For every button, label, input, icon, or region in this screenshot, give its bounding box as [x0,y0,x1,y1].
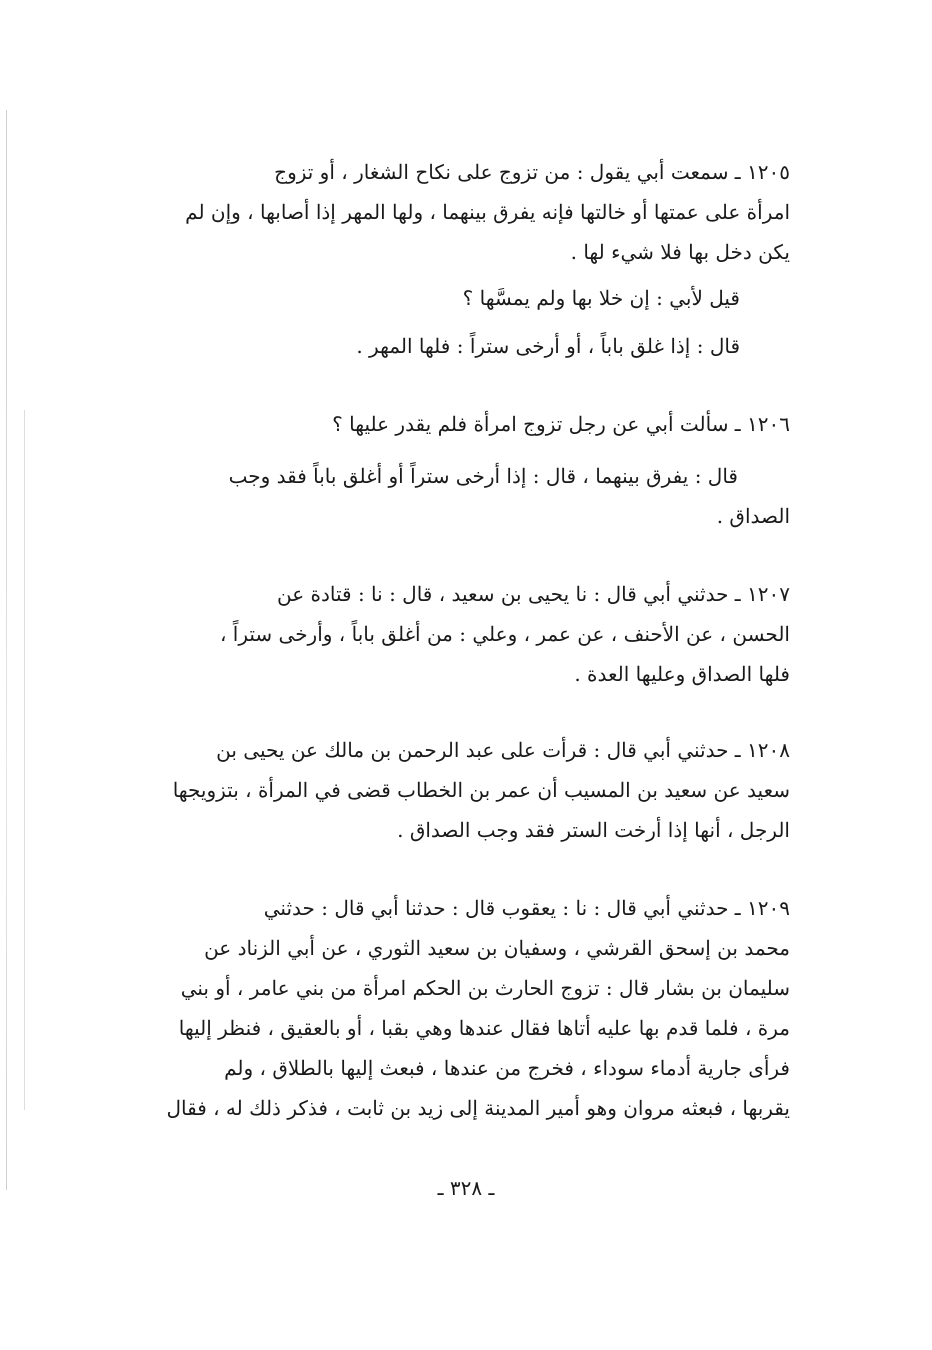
entry-1206-answer: قال : يفرق بينهما ، قال : إذا أرخى ستراً أو أغلق باباً فقد وجب الصداق . [228,464,790,528]
entry-1207-paragraph: ١٢٠٧ ـ حدثني أبي قال : نا يحيى بن سعيد ، قال : نا : قتادة عن الحسن ، عن الأحنف ، عن عمر ، وعلي : من أغلق باباً ، وأرخى ستراً ، فلها الصداق وعليها العدة . [219,582,790,686]
scan-edge-line [6,110,7,1190]
entry-1206-question: ١٢٠٦ ـ سألت أبي عن رجل تزوج امرأة فلم يقدر عليها ؟ [332,412,790,436]
entry-1205-answer: قال : إذا غلق باباً ، أو أرخى ستراً : فلها المهر . [356,334,740,358]
entry-1205-question: قيل لأبي : إن خلا بها ولم يمسَّها ؟ [462,286,740,310]
page-number: ـ ٣٢٨ ـ [437,1176,495,1200]
scan-edge-line [24,410,25,1110]
entry-1208-paragraph: ١٢٠٨ ـ حدثني أبي قال : قرأت على عبد الرحمن بن مالك عن يحيى بن سعيد عن سعيد بن المسيب أن عمر بن الخطاب قضى في المرأة ، بتزويجها الرجل ، أنها إذا أرخت الستر فقد وجب الصداق . [172,738,790,842]
entry-1205-paragraph: ١٢٠٥ ـ سمعت أبي يقول : من تزوج على نكاح الشغار ، أو تزوج امرأة على عمتها أو خالتها فإنه يفرق بينهما ، ولها المهر إذا أصابها ، وإن لم يكن دخل بها فلا شيء لها . [185,160,790,264]
entry-1209-paragraph: ١٢٠٩ ـ حدثني أبي قال : نا : يعقوب قال : حدثنا أبي قال : حدثني محمد بن إسحق القرشي ، وسفيان بن سعيد الثوري ، عن أبي الزناد عن سليمان بن بشار قال : تزوج الحارث بن الحكم امرأة من بني عامر ، أو بني مرة ، فلما قدم بها عليه أتاها فقال عندها وهي بقبا ، أو بالعقيق ، فنظر إليها فرأى جارية أدماء سوداء ، فخرج من عندها ، فبعث إليها بالطلاق ، ولم يقربها ، فبعثه مروان وهو أمير المدينة إلى زيد بن ثابت ، فذكر ذلك له ، فقال [166,896,790,1120]
